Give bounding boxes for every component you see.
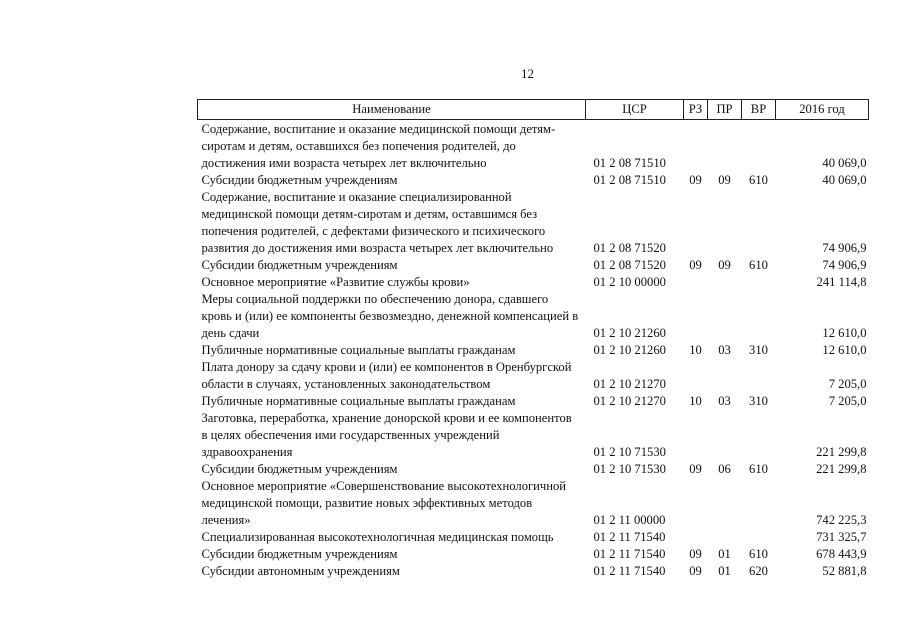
cell-name: Заготовка, переработка, хранение донорской крови и ее компонентов в целях обеспечения ими государственных учреждений здравоохранения (201, 411, 572, 459)
cell-rz: 09 (689, 462, 702, 476)
cell-amount: 40 069,0 (822, 156, 867, 170)
page-number: 12 (521, 66, 534, 81)
cell-pr: 09 (718, 258, 731, 272)
table-row (198, 342, 869, 359)
cell-csr: 01 2 11 71540 (593, 547, 666, 561)
cell-name: Субсидии бюджетным учреждениям (201, 258, 398, 272)
header-vr: ВР (742, 100, 776, 120)
cell-rz (684, 274, 708, 291)
table-row (198, 274, 869, 291)
cell-csr: 01 2 08 71520 (593, 258, 666, 272)
table-row (198, 291, 869, 342)
table-row (198, 189, 869, 257)
budget-table (197, 99, 869, 580)
cell-rz: 09 (689, 547, 702, 561)
cell-name: Плата донору за сдачу крови и (или) ее компонентов в Оренбургской области в случаях, установленных законодательством (201, 360, 572, 391)
table-row (198, 546, 869, 563)
cell-rz (684, 291, 708, 342)
cell-pr: 03 (718, 394, 731, 408)
cell-pr (708, 291, 742, 342)
cell-name: Субсидии бюджетным учреждениям (201, 173, 398, 187)
cell-pr: 06 (718, 462, 731, 476)
cell-csr: 01 2 10 21270 (593, 377, 666, 391)
cell-csr: 01 2 10 21260 (593, 343, 666, 357)
table-row (198, 461, 869, 478)
cell-csr: 01 2 10 21260 (593, 326, 666, 340)
table-row (198, 529, 869, 546)
cell-pr: 09 (718, 173, 731, 187)
cell-rz (684, 478, 708, 529)
cell-name: Содержание, воспитание и оказание специализированной медицинской помощи детям-сиротам и детям, оставшимся без попечения родителей, с дефектами физического и психического развития до достижения ими возраста четырех лет включительно (201, 190, 554, 255)
cell-rz: 10 (689, 343, 702, 357)
cell-rz (684, 120, 708, 173)
cell-rz: 09 (689, 173, 702, 187)
cell-vr: 310 (749, 343, 768, 357)
table-row (198, 172, 869, 189)
cell-amount: 221 299,8 (816, 445, 867, 459)
cell-amount: 742 225,3 (816, 513, 867, 527)
cell-amount: 221 299,8 (816, 462, 867, 476)
cell-csr: 01 2 11 71540 (593, 564, 666, 578)
cell-name: Субсидии бюджетным учреждениям (201, 547, 398, 561)
cell-vr (742, 274, 776, 291)
cell-amount: 241 114,8 (816, 275, 867, 289)
cell-pr (708, 189, 742, 257)
cell-vr: 620 (749, 564, 768, 578)
cell-vr (742, 189, 776, 257)
cell-pr (708, 529, 742, 546)
cell-vr (742, 410, 776, 461)
cell-csr: 01 2 08 71510 (593, 156, 666, 170)
cell-name: Основное мероприятие «Развитие службы крови» (201, 275, 470, 289)
cell-csr: 01 2 08 71520 (593, 241, 666, 255)
cell-vr (742, 529, 776, 546)
cell-csr: 01 2 11 71540 (593, 530, 666, 544)
cell-pr (708, 410, 742, 461)
cell-amount: 7 205,0 (828, 394, 867, 408)
cell-pr: 01 (718, 564, 731, 578)
cell-amount: 12 610,0 (822, 326, 867, 340)
cell-rz: 09 (689, 258, 702, 272)
cell-vr: 310 (749, 394, 768, 408)
header-name: Наименование (198, 100, 586, 120)
cell-name: Субсидии автономным учреждениям (201, 564, 400, 578)
cell-name: Меры социальной поддержки по обеспечению донора, сдавшего кровь и (или) ее компоненты безвозмездно, денежной компенсацией в день сдачи (201, 292, 579, 340)
table-row (198, 359, 869, 393)
cell-name: Публичные нормативные социальные выплаты гражданам (201, 343, 516, 357)
cell-pr (708, 359, 742, 393)
cell-pr: 03 (718, 343, 731, 357)
cell-csr: 01 2 11 00000 (593, 513, 666, 527)
header-csr: ЦСР (586, 100, 684, 120)
header-amount: 2016 год (776, 100, 869, 120)
cell-vr: 610 (749, 258, 768, 272)
cell-rz (684, 189, 708, 257)
table-row (198, 563, 869, 580)
cell-vr (742, 478, 776, 529)
cell-amount: 40 069,0 (822, 173, 867, 187)
cell-csr: 01 2 10 71530 (593, 462, 666, 476)
cell-amount: 731 325,7 (816, 530, 867, 544)
cell-amount: 12 610,0 (822, 343, 867, 357)
cell-pr (708, 274, 742, 291)
cell-amount: 52 881,8 (822, 564, 867, 578)
cell-csr: 01 2 10 21270 (593, 394, 666, 408)
cell-pr (708, 478, 742, 529)
cell-amount: 74 906,9 (822, 258, 867, 272)
header-pr: ПР (708, 100, 742, 120)
cell-name: Основное мероприятие «Совершенствование высокотехнологичной медицинской помощи, развитие новых эффективных методов лечения» (201, 479, 567, 527)
cell-vr: 610 (749, 462, 768, 476)
cell-name: Специализированная высокотехнологичная медицинская помощь (201, 530, 554, 544)
table-header-row (198, 100, 869, 120)
table-row (198, 478, 869, 529)
cell-csr: 01 2 10 71530 (593, 445, 666, 459)
cell-name: Публичные нормативные социальные выплаты гражданам (201, 394, 516, 408)
cell-amount: 7 205,0 (828, 377, 867, 391)
cell-pr (708, 120, 742, 173)
cell-rz (684, 359, 708, 393)
cell-vr (742, 120, 776, 173)
cell-amount: 74 906,9 (822, 241, 867, 255)
table-row (198, 393, 869, 410)
cell-pr: 01 (718, 547, 731, 561)
cell-vr: 610 (749, 173, 768, 187)
cell-csr: 01 2 10 00000 (593, 275, 666, 289)
cell-rz (684, 529, 708, 546)
table-row (198, 120, 869, 173)
cell-csr: 01 2 08 71510 (593, 173, 666, 187)
cell-vr (742, 359, 776, 393)
cell-amount: 678 443,9 (816, 547, 867, 561)
header-rz: РЗ (684, 100, 708, 120)
table-row (198, 410, 869, 461)
cell-rz: 09 (689, 564, 702, 578)
cell-vr (742, 291, 776, 342)
table-row (198, 257, 869, 274)
cell-vr: 610 (749, 547, 768, 561)
cell-name: Содержание, воспитание и оказание медицинской помощи детям-сиротам и детям, оставшихся без попечения родителей, до достижения ими возраста четырех лет включительно (201, 122, 556, 170)
cell-rz: 10 (689, 394, 702, 408)
cell-rz (684, 410, 708, 461)
cell-name: Субсидии бюджетным учреждениям (201, 462, 398, 476)
